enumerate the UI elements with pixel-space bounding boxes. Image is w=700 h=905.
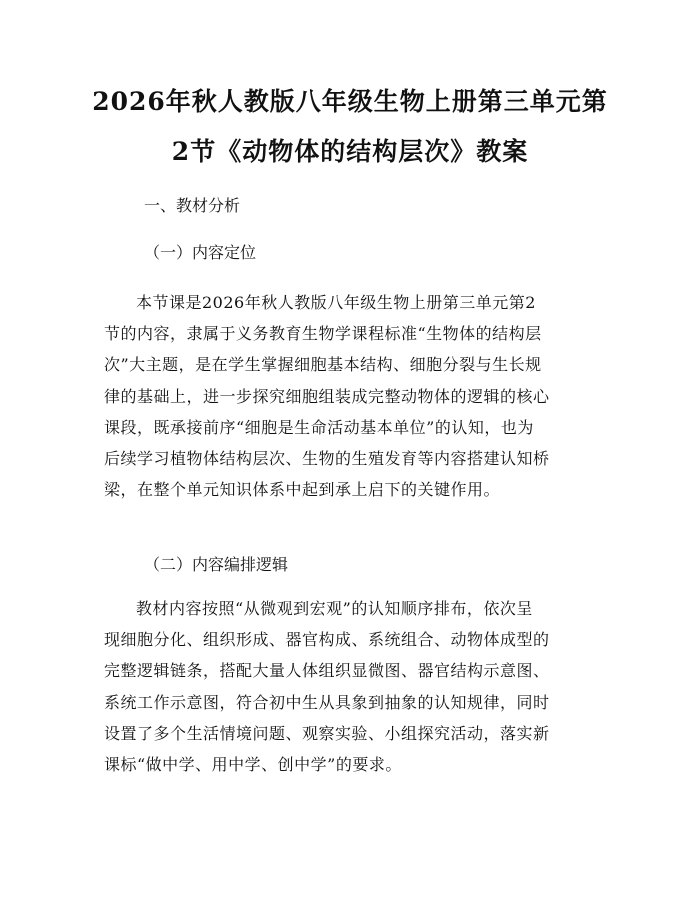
paragraph-line: 完整逻辑链条，搭配大量人体组织显微图、器官结构示意图、 [104,661,550,681]
paragraph-line: 设置了多个生活情境问题、观察实验、小组探究活动，落实新 [104,723,550,743]
paragraph-line: 律的基础上，进一步探究细胞组装成完整动物体的逻辑的核心 [104,386,550,406]
section-heading-textbook-analysis: 一、教材分析 [144,196,241,215]
paragraph-line: 次”大主题，是在学生掌握细胞基本结构、细胞分裂与生长规 [104,355,542,375]
document-title-line-1: 2026年秋人教版八年级生物上册第三单元第 [92,87,608,116]
paragraph-line: 系统工作示意图，符合初中生从具象到抽象的认知规律，同时 [104,692,550,712]
paragraph-content-arrangement [104,593,600,780]
document-title-line-2: 2节《动物体的结构层次》教案 [171,137,529,166]
paragraph-line: 节的内容，隶属于义务教育生物学课程标准“生物体的结构层 [104,324,542,344]
subsection-heading-content-arrangement: （二）内容编排逻辑 [144,555,289,574]
paragraph-line: 教材内容按照“从微观到宏观”的认知顺序排布，依次呈 [136,599,533,618]
subsection-heading-content-positioning: （一）内容定位 [144,243,257,262]
paragraph-line: 后续学习植物体结构层次、生物的生殖发育等内容搭建认知桥 [104,449,550,469]
paragraph-line: 本节课是2026年秋人教版八年级生物上册第三单元第2 [136,293,536,312]
paragraph-line: 课段，既承接前序“细胞是生命活动基本单位”的认知，也为 [104,417,534,437]
paragraph-line: 梁，在整个单元知识体系中起到承上启下的关键作用。 [104,480,501,500]
paragraph-line: 现细胞分化、组织形成、器官构成、系统组合、动物体成型的 [104,630,550,650]
paragraph-line: 课标“做中学、用中学、创中学”的要求。 [104,755,402,775]
paragraph-content-positioning [104,287,600,505]
